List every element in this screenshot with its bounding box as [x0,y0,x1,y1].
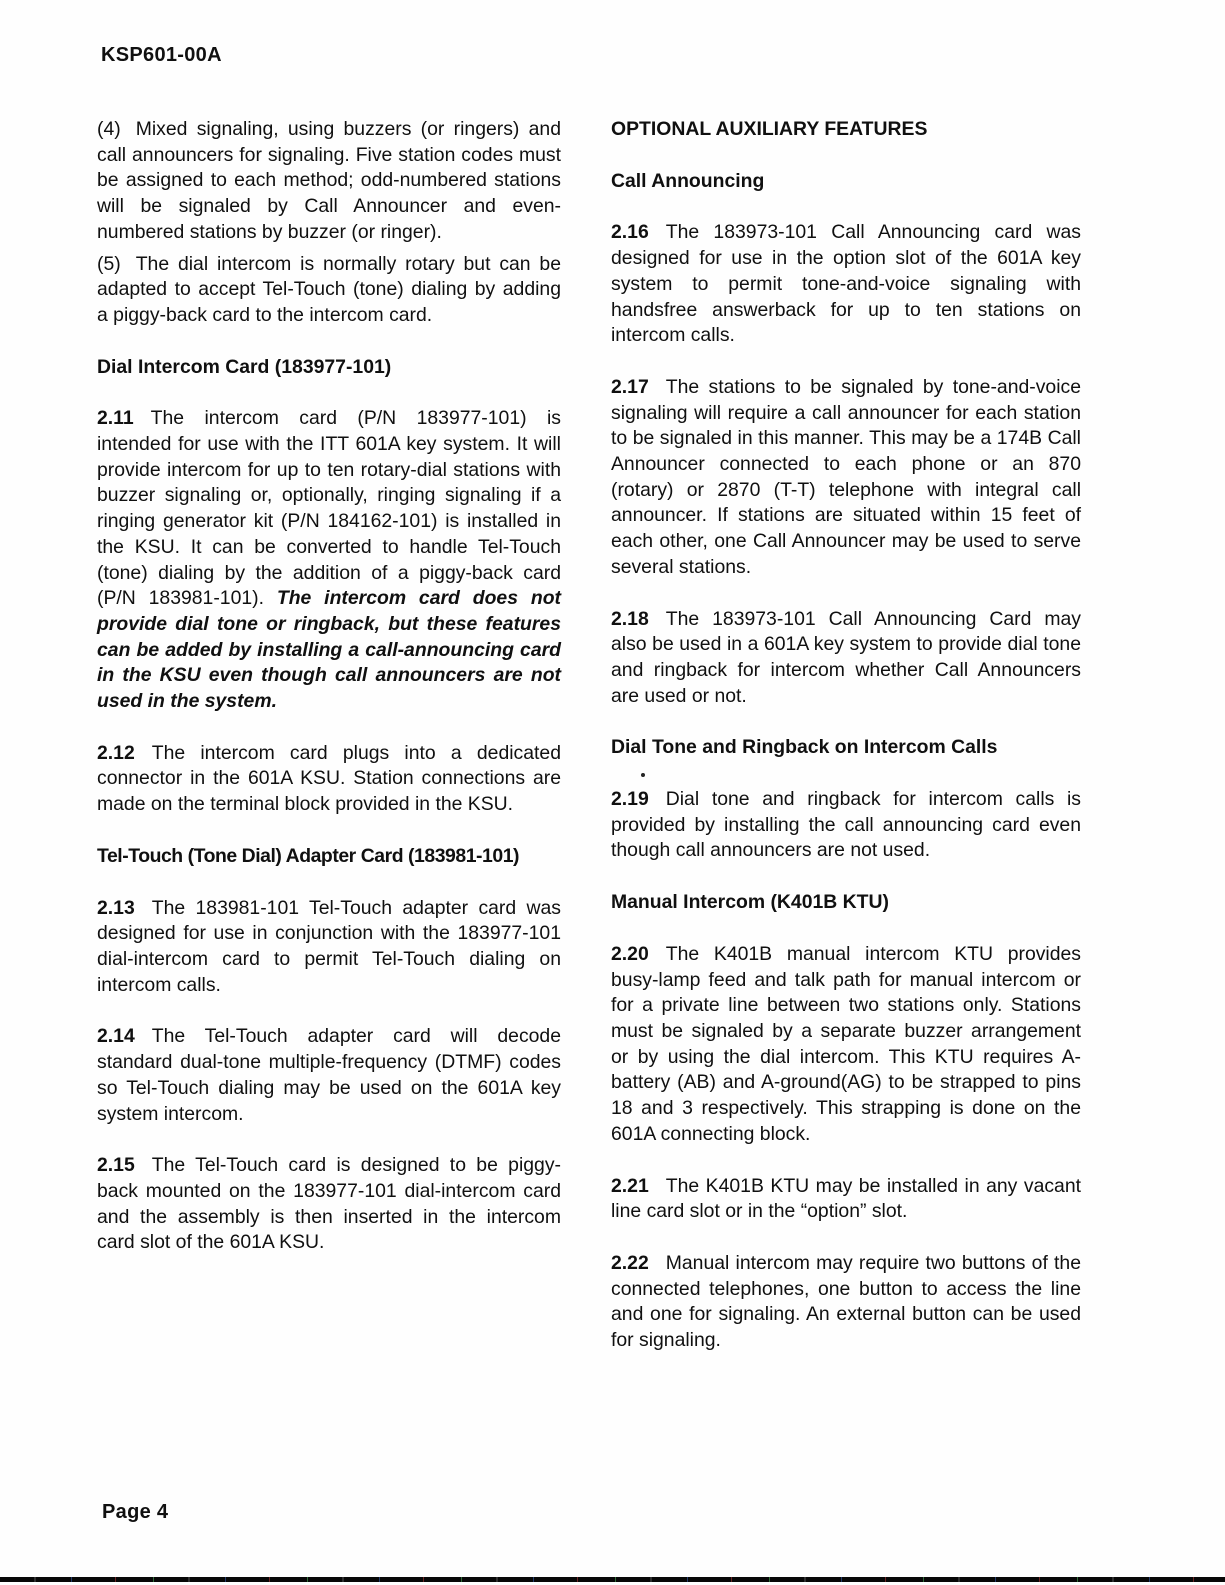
paragraph-2-21 [611,1174,1081,1225]
paragraph-text: The intercom card plugs into a dedicated connector in the 601A KSU. Station connections are made on the terminal block provided in the KSU. [97,741,561,816]
paragraph-text: The intercom card (P/N 183977-101) is intended for use with the ITT 601A key system. It will provide intercom for up to ten rotary-dial stations with buzzer signaling or, optionally, ringing signaling if a ringing generator kit (P/N 184162-101) is installed in the KSU. It can be converted to handle Tel-Touch (tone) dialing by the addition of a piggy-back card (P/N 183981-101). [97,407,561,610]
section-heading-dial-intercom-card: Dial Intercom Card (183977-101) [97,355,392,378]
section-heading-dial-tone-ringback: Dial Tone and Ringback on Intercom Calls [611,736,998,759]
list-item-text: Mixed signaling, using buzzers (or ringers) and call announcers for signaling. Five station codes must be assigned to each method; odd-numbered stations will be signaled by Call Announcer and even-numbered stations by buzzer (or ringer). [97,118,561,243]
two-column-layout [97,117,1081,1380]
list-item-4 [97,117,561,246]
paragraph-number: 2.14 [97,1025,135,1048]
page-number-footer: Page 4 [102,1501,169,1523]
paragraph-number: 2.11 [97,407,134,430]
paragraph-text: The K401B manual intercom KTU provides busy-lamp feed and talk path for manual intercom or for a private line between two stations only. Stations must be signaled by a separate buzzer arrangement or by using the dial intercom. This KTU requires A-battery (AB) and A-ground(AG) to be strapped to pins 18 and 3 respectively. This strapping is done on the 601A connecting block. [611,942,1081,1145]
paragraph-number: 2.19 [611,788,649,811]
paragraph-2-20 [611,942,1081,1148]
paragraph-text: The 183973-101 Call Announcing card was designed for use in the option slot of the 601A key system to permit tone-and-voice signaling with handsfree answerback for up to ten stations on intercom calls. [611,221,1081,347]
right-column [611,117,1081,1380]
paragraph-text: The Tel-Touch card is designed to be piggy-back mounted on the 183977-101 dial-intercom card and the assembly is then inserted in the intercom card slot of the 601A KSU. [97,1154,561,1254]
paragraph-number: 2.15 [97,1154,135,1177]
paragraph-text: The Tel-Touch adapter card will decode standard dual-tone multiple-frequency (DTMF) codes so Tel-Touch dialing may be used on the 601A key system intercom. [97,1025,561,1125]
section-heading-tel-touch-adapter-card: Tel-Touch (Tone Dial) Adapter Card (183981-101) [97,844,520,867]
paragraph-2-22 [611,1251,1081,1354]
paragraph-2-12 [97,741,561,818]
section-heading-manual-intercom: Manual Intercom (K401B KTU) [611,891,889,914]
list-item-text: The dial intercom is normally rotary but can be adapted to accept Tel-Touch (tone) dialing by adding a piggy-back card to the intercom card. [97,252,561,326]
paragraph-text: The stations to be signaled by tone-and-voice signaling will require a call announcer for each station to be signaled in this manner. This may be a 174B Call Announcer connected to each phone or an 870 (rotary) or 2870 (T-T) telephone with integral call announcer. If stations are situated within 15 feet of each other, one Call Announcer may be used to serve several stations. [611,375,1081,578]
paragraph-2-11 [97,406,561,714]
paragraph-number: 2.22 [611,1251,649,1274]
paragraph-number: 2.12 [97,741,135,764]
paragraph-text: The K401B KTU may be installed in any vacant line card slot or in the “option” slot. [611,1174,1081,1223]
paragraph-2-19 [611,787,1081,864]
paragraph-text: The 183973-101 Call Announcing Card may also be used in a 601A key system to provide dial tone and ringback for intercom whether Call Announcers are used or not. [611,607,1081,707]
paragraph-number: 2.18 [611,607,649,630]
page-bottom-rule [0,1577,1225,1582]
section-heading-optional-auxiliary-features: OPTIONAL AUXILIARY FEATURES [611,118,928,140]
paragraph-2-17 [611,375,1081,581]
paragraph-number: 2.17 [611,375,649,398]
paragraph-2-15 [97,1153,561,1256]
left-column [97,117,561,1380]
scan-speck-artifact [641,773,645,777]
paragraph-2-16 [611,220,1081,349]
paragraph-2-13 [97,896,561,999]
section-heading-call-announcing: Call Announcing [611,169,765,192]
paragraph-text: Manual intercom may require two buttons of the connected telephones, one button to access the line and one for signaling. An external button can be used for signaling. [611,1251,1081,1352]
paragraph-number: 2.16 [611,221,649,244]
list-item-5 [97,252,561,329]
paragraph-2-14 [97,1024,561,1127]
document-code: KSP601-00A [101,44,222,66]
paragraph-number: 2.21 [611,1174,649,1197]
paragraph-text: The 183981-101 Tel-Touch adapter card was designed for use in conjunction with the 183977-101 dial-intercom card to permit Tel-Touch dialing on intercom calls. [97,896,561,996]
paragraph-2-18 [611,607,1081,710]
paragraph-emphasis-text: The intercom card does not provide dial tone or ringback, but these features can be added by installing a call-announcing card in the KSU even though call announcers are not used in the system. [97,587,561,713]
paragraph-number: 2.13 [97,896,135,919]
list-item-number: (5) [97,252,121,275]
list-item-number: (4) [97,118,121,140]
paragraph-text: Dial tone and ringback for intercom calls is provided by installing the call announcing card even though call announcers are not used. [611,788,1081,862]
paragraph-number: 2.20 [611,942,649,965]
